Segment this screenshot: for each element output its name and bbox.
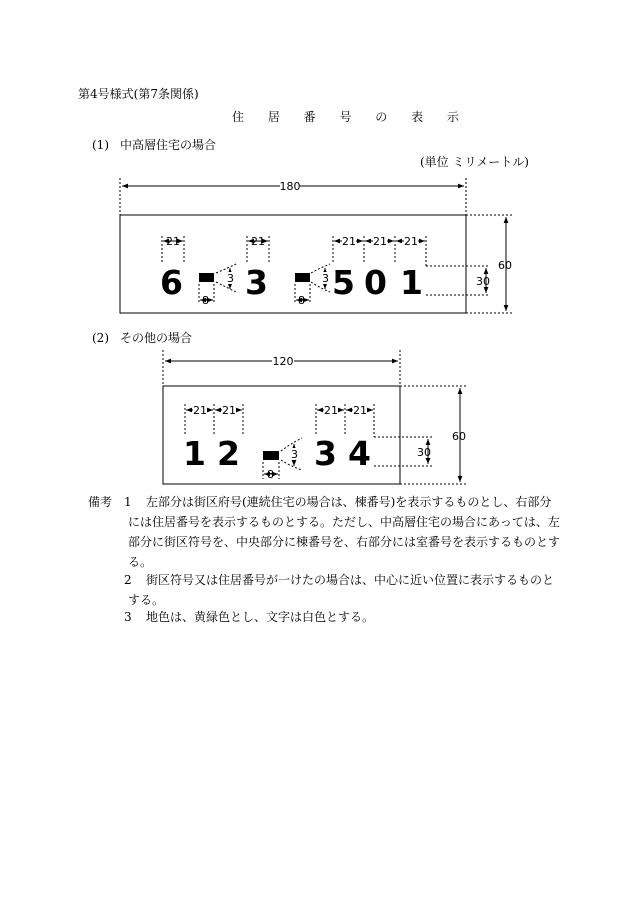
dim-21-c: 21 [342,235,356,248]
dim-digit-30: 30 [476,275,490,288]
note-3-text: 地色は、黄緑色とし、文字は白色とする。 [146,610,375,624]
dim-dash-3: 3 [227,272,234,285]
digit-5: 5 [332,263,355,302]
note-1-text: 左部分は街区府号(連続住宅の場合は、棟番号)を表示するものとし、右部分には住居番号を表示するものとする。ただし、中高層住宅の場合にあっては、左部分に街区符号を、中央部分に棟番号を、右部分には室番号を表示するものとする。 [128,495,561,569]
digit-6: 6 [160,263,183,302]
section2-number: (2) [92,331,109,345]
section1-number: (1) [92,138,109,152]
dim-21-g: 21 [222,404,236,417]
dim-width-180: 180 [279,180,301,193]
dim-width-120: 120 [272,355,294,368]
dim-dash-3b: 3 [322,272,329,285]
digit-2: 2 [217,434,240,473]
dim-height-60: 60 [498,259,512,272]
digit-1: 1 [400,263,423,302]
section2-label: その他の場合 [120,331,193,345]
note-2-text: 街区符号又は住居番号が一けたの場合は、中心に近い位置に表示するものとする。 [128,573,555,607]
dim-21-f: 21 [193,404,207,417]
dash-2 [295,273,310,282]
dim-digit-30-b: 30 [417,446,431,459]
section1-label: 中高層住宅の場合 [120,138,217,152]
note-2-num: 2 [124,573,132,587]
dash-3 [263,451,279,460]
unit-label: (単位 ミリメートル) [420,155,529,169]
note-3-num: 3 [124,610,132,624]
dim-dash-8: 8 [202,294,209,307]
dim-21-i: 21 [353,404,367,417]
digit-3: 3 [245,263,268,302]
digit-1-b: 1 [183,434,206,473]
dash-1 [199,273,214,282]
dim-21-b: 21 [251,235,265,248]
note-1-num: 1 [124,495,132,509]
dim-dash-8c: 8 [267,468,274,481]
digit-3-b: 3 [314,434,337,473]
dim-21-e: 21 [404,235,418,248]
dim-height-60-b: 60 [452,430,466,443]
digit-4: 4 [348,434,371,473]
dim-21-d: 21 [373,235,387,248]
dim-21-a: 21 [166,235,180,248]
form-label: 第4号様式(第7条関係) [78,87,199,101]
page-title: 住 居 番 号 の 表 示 [232,110,469,124]
notes-heading: 備考 [88,495,113,509]
dim-dash-8b: 8 [298,294,305,307]
dim-dash-3c: 3 [291,448,298,461]
dim-21-h: 21 [324,404,338,417]
digit-0: 0 [364,263,387,302]
